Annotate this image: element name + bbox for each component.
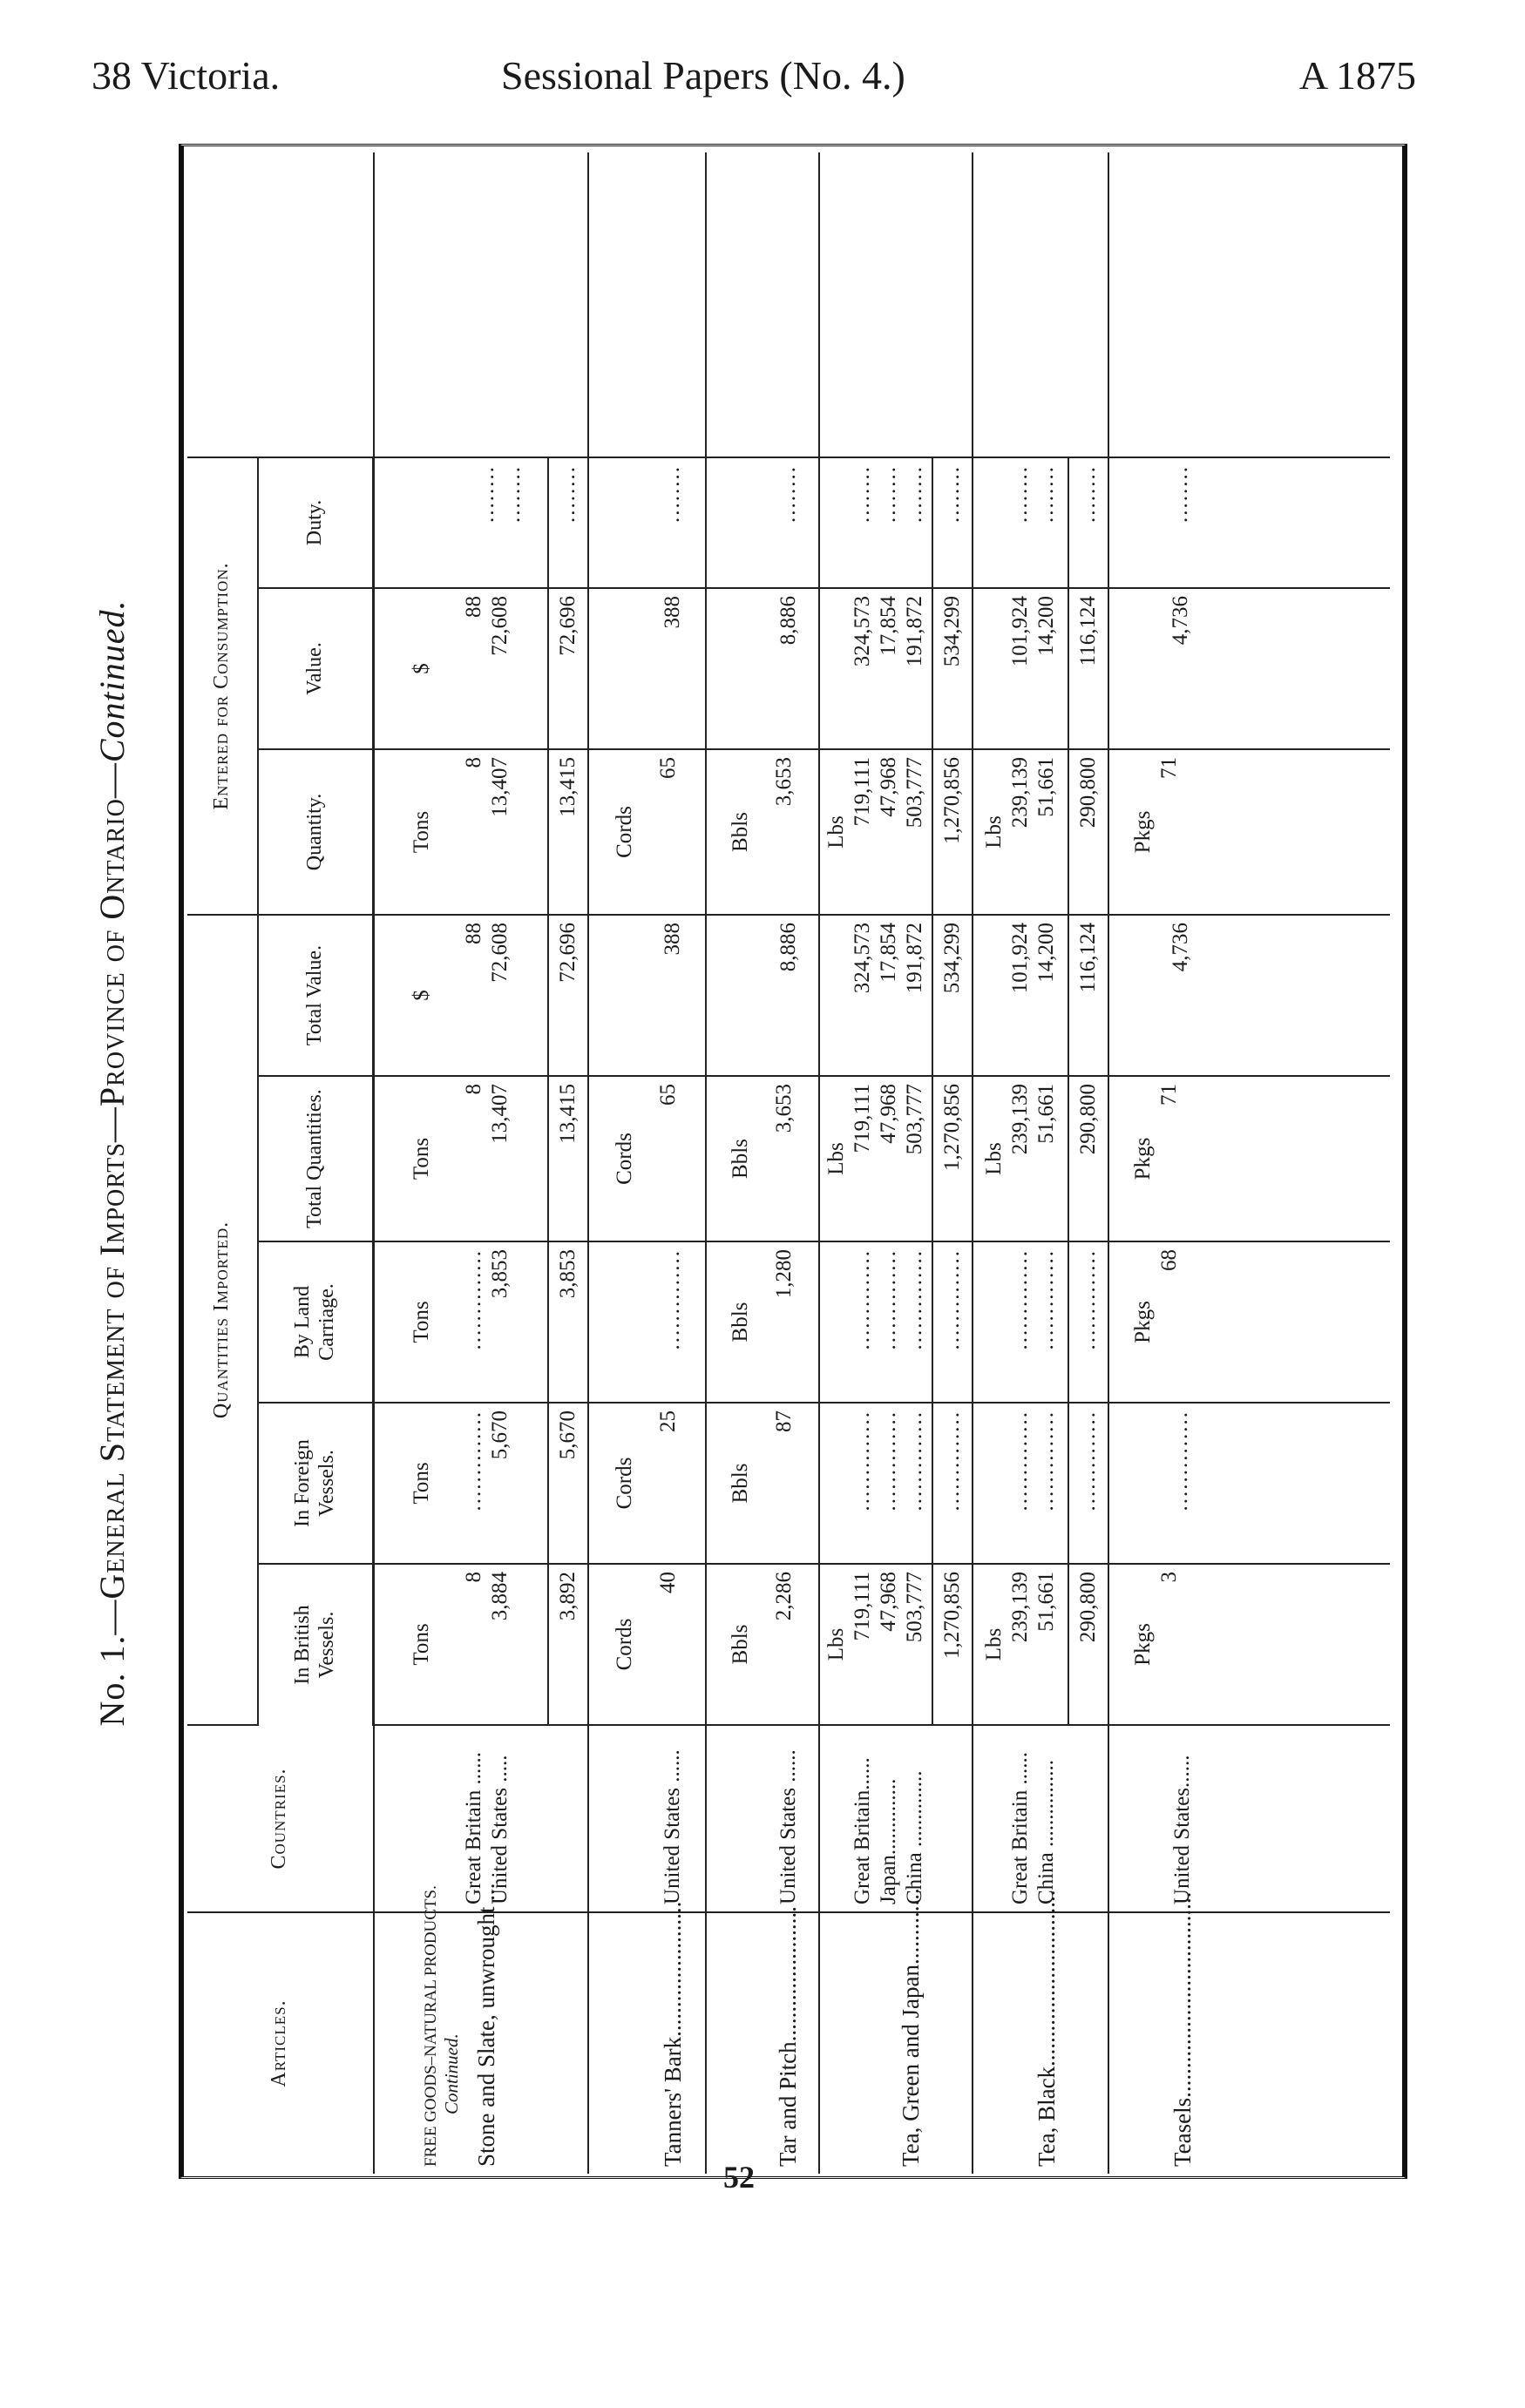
qty-tea-black: Lbs 239,139 51,661 <box>973 749 1068 915</box>
val-tea-black: 101,924 14,200 <box>973 588 1068 749</box>
foreign-tea-green: .............. .............. .............. <box>819 1403 932 1564</box>
countries-tea-green: Great Britain...... Japan.............. China .............. <box>819 1725 932 1912</box>
duty-tea-green: ........ ........ ........ <box>819 457 932 588</box>
val-stone-total: 72,696 <box>548 588 588 749</box>
duty-tea-black: ........ ........ <box>973 457 1068 588</box>
british-teasels: Pkgs 3 <box>1108 1564 1204 1725</box>
val-tea-green: 324,573 17,854 191,872 <box>819 588 932 749</box>
table-row-tea-green <box>819 152 932 2174</box>
table-row-tar <box>706 152 819 2174</box>
duty-tar: ........ <box>706 457 819 588</box>
country-bark: United States ...... <box>588 1725 706 1912</box>
val-tar: 8,886 <box>706 588 819 749</box>
title-main: General Statement of Imports—Province of Ontario— <box>92 762 132 1600</box>
session-label: 38 Victoria. <box>92 53 281 98</box>
qty-tea-green-total: 1,270,856 <box>932 749 973 915</box>
header-row-groups <box>187 152 258 2174</box>
title-suffix: Continued. <box>92 599 132 763</box>
british-tea-black: Lbs 239,139 51,661 <box>973 1564 1068 1725</box>
land-tea-black: .............. .............. <box>973 1241 1068 1403</box>
totalval-stone-total: 72,696 <box>548 915 588 1076</box>
qty-bark: Cords 65 <box>588 749 706 915</box>
foreign-stone: Tons .............. 5,670 <box>374 1403 548 1564</box>
col-value: Value. <box>258 588 374 749</box>
totalval-bark: 388 <box>588 915 706 1076</box>
group-quantities-imported: Quantities Imported. <box>187 915 258 1725</box>
british-tea-green: Lbs 719,111 47,968 503,777 <box>819 1564 932 1725</box>
table-row-tea-black <box>973 152 1068 2174</box>
countries-stone: Great Britain ...... United States ..... <box>374 1725 548 1912</box>
british-stone-total: 3,892 <box>548 1564 588 1725</box>
col-articles: Articles. <box>187 1912 374 2174</box>
qty-tea-green: Lbs 719,111 47,968 503,777 <box>819 749 932 915</box>
totalval-tea-green-total: 534,299 <box>932 915 973 1076</box>
land-teasels: Pkgs 68 <box>1108 1241 1204 1403</box>
col-quantity: Quantity. <box>258 749 374 915</box>
british-tar: Bbls 2,286 <box>706 1564 819 1725</box>
land-stone: Tons .............. 3,853 <box>374 1241 548 1403</box>
table-row-tea-green-total <box>932 152 973 2174</box>
land-tea-green: .............. .............. .............. <box>819 1241 932 1403</box>
british-tea-green-total: 1,270,856 <box>932 1564 973 1725</box>
totalqty-teasels: Pkgs 71 <box>1108 1076 1204 1241</box>
article-teasels: Teasels................................... <box>1108 1912 1204 2174</box>
qty-tar: Bbls 3,653 <box>706 749 819 915</box>
table-row-stone <box>374 152 548 2174</box>
foreign-tea-black-total: .............. <box>1068 1403 1108 1564</box>
land-bark: .............. <box>588 1241 706 1403</box>
title-prefix: No. 1.— <box>92 1599 132 1727</box>
foreign-tea-green-total: .............. <box>932 1403 973 1564</box>
col-british-vessels: In British Vessels. <box>258 1564 374 1725</box>
totalqty-tea-black: Lbs 239,139 51,661 <box>973 1076 1068 1241</box>
foreign-stone-total: 5,670 <box>548 1403 588 1564</box>
group-entered-consumption: Entered for Consumption. <box>187 457 258 915</box>
countries-tea-black: Great Britain ...... China ................ <box>973 1725 1068 1912</box>
totalval-tea-black-total: 116,124 <box>1068 915 1108 1076</box>
totalval-tea-green: 324,573 17,854 191,872 <box>819 915 932 1076</box>
land-stone-total: 3,853 <box>548 1241 588 1403</box>
totalqty-stone: Tons 8 13,407 <box>374 1076 548 1241</box>
col-land-carriage: By Land Carriage. <box>258 1241 374 1403</box>
qty-stone-total: 13,415 <box>548 749 588 915</box>
table-row-tea-black-total <box>1068 152 1108 2174</box>
article-stone: FREE GOODS–NATURAL PRODUCTS. Continued. Stone and Slate, unwrought ... <box>422 1883 499 2167</box>
duty-teasels: ........ <box>1108 457 1204 588</box>
section-heading: FREE GOODS–NATURAL PRODUCTS. Continued. <box>422 1885 462 2167</box>
duty-stone: ........ ........ <box>374 457 548 588</box>
totalqty-stone-total: 13,415 <box>548 1076 588 1241</box>
sessional-papers-label: Sessional Papers (No. 4.) <box>501 53 905 98</box>
foreign-tea-black: .............. .............. <box>973 1403 1068 1564</box>
totalval-stone: $ 88 72,608 <box>374 915 548 1076</box>
col-total-quantities: Total Quantities. <box>258 1076 374 1241</box>
article-tea-black: Tea, Black.............................. <box>973 1912 1068 2174</box>
foreign-teasels: .............. <box>1108 1403 1204 1564</box>
land-tea-black-total: .............. <box>1068 1241 1108 1403</box>
val-stone: $ 88 72,608 <box>374 588 548 749</box>
qty-teasels: Pkgs 71 <box>1108 749 1204 915</box>
land-tea-green-total: .............. <box>932 1241 973 1403</box>
val-teasels: 4,736 <box>1108 588 1204 749</box>
table-row-stone-total <box>548 152 588 2174</box>
col-spacer <box>187 152 374 457</box>
table-row-teasels <box>1108 152 1204 2174</box>
year-label: A 1875 <box>1298 53 1416 98</box>
qty-tea-black-total: 290,800 <box>1068 749 1108 915</box>
totalqty-tea-black-total: 290,800 <box>1068 1076 1108 1241</box>
val-tea-green-total: 534,299 <box>932 588 973 749</box>
totalqty-tea-green-total: 1,270,856 <box>932 1076 973 1241</box>
val-tea-black-total: 116,124 <box>1068 588 1108 749</box>
totalval-tea-black: 101,924 14,200 <box>973 915 1068 1076</box>
table-row-filler <box>1204 152 1391 2174</box>
page-number: 52 <box>723 2160 755 2195</box>
british-stone: Tons 8 3,884 <box>374 1564 548 1725</box>
article-tar: Tar and Pitch....................... <box>706 1912 819 2174</box>
table-row-bark <box>588 152 706 2174</box>
rotated-table-stage <box>92 152 1390 2174</box>
duty-stone-total: ........ <box>548 457 588 588</box>
country-tar: United States ...... <box>706 1725 819 1912</box>
article-bark: Tanners' Bark....................... <box>588 1912 706 2174</box>
foreign-bark: Cords 25 <box>588 1403 706 1564</box>
page-header <box>92 52 1416 113</box>
british-tea-black-total: 290,800 <box>1068 1564 1108 1725</box>
imports-table <box>187 152 1390 2174</box>
col-duty: Duty. <box>258 457 374 588</box>
totalval-tar: 8,886 <box>706 915 819 1076</box>
document-title <box>92 152 132 2174</box>
totalqty-tar: Bbls 3,653 <box>706 1076 819 1241</box>
land-tar: Bbls 1,280 <box>706 1241 819 1403</box>
col-countries: Countries. <box>187 1725 374 1912</box>
article-tea-green: Tea, Green and Japan............. <box>819 1912 932 2174</box>
col-total-value: Total Value. <box>258 915 374 1076</box>
country-teasels: United States...... <box>1108 1725 1204 1912</box>
duty-tea-green-total: ........ <box>932 457 973 588</box>
foreign-tar: Bbls 87 <box>706 1403 819 1564</box>
col-foreign-vessels: In Foreign Vessels. <box>258 1403 374 1564</box>
duty-bark: ........ <box>588 457 706 588</box>
totalqty-bark: Cords 65 <box>588 1076 706 1241</box>
val-bark: 388 <box>588 588 706 749</box>
totalval-teasels: 4,736 <box>1108 915 1204 1076</box>
totalqty-tea-green: Lbs 719,111 47,968 503,777 <box>819 1076 932 1241</box>
british-bark: Cords 40 <box>588 1564 706 1725</box>
qty-stone: Tons 8 13,407 <box>374 749 548 915</box>
spacer-stone <box>374 152 548 457</box>
duty-tea-black-total: ........ <box>1068 457 1108 588</box>
